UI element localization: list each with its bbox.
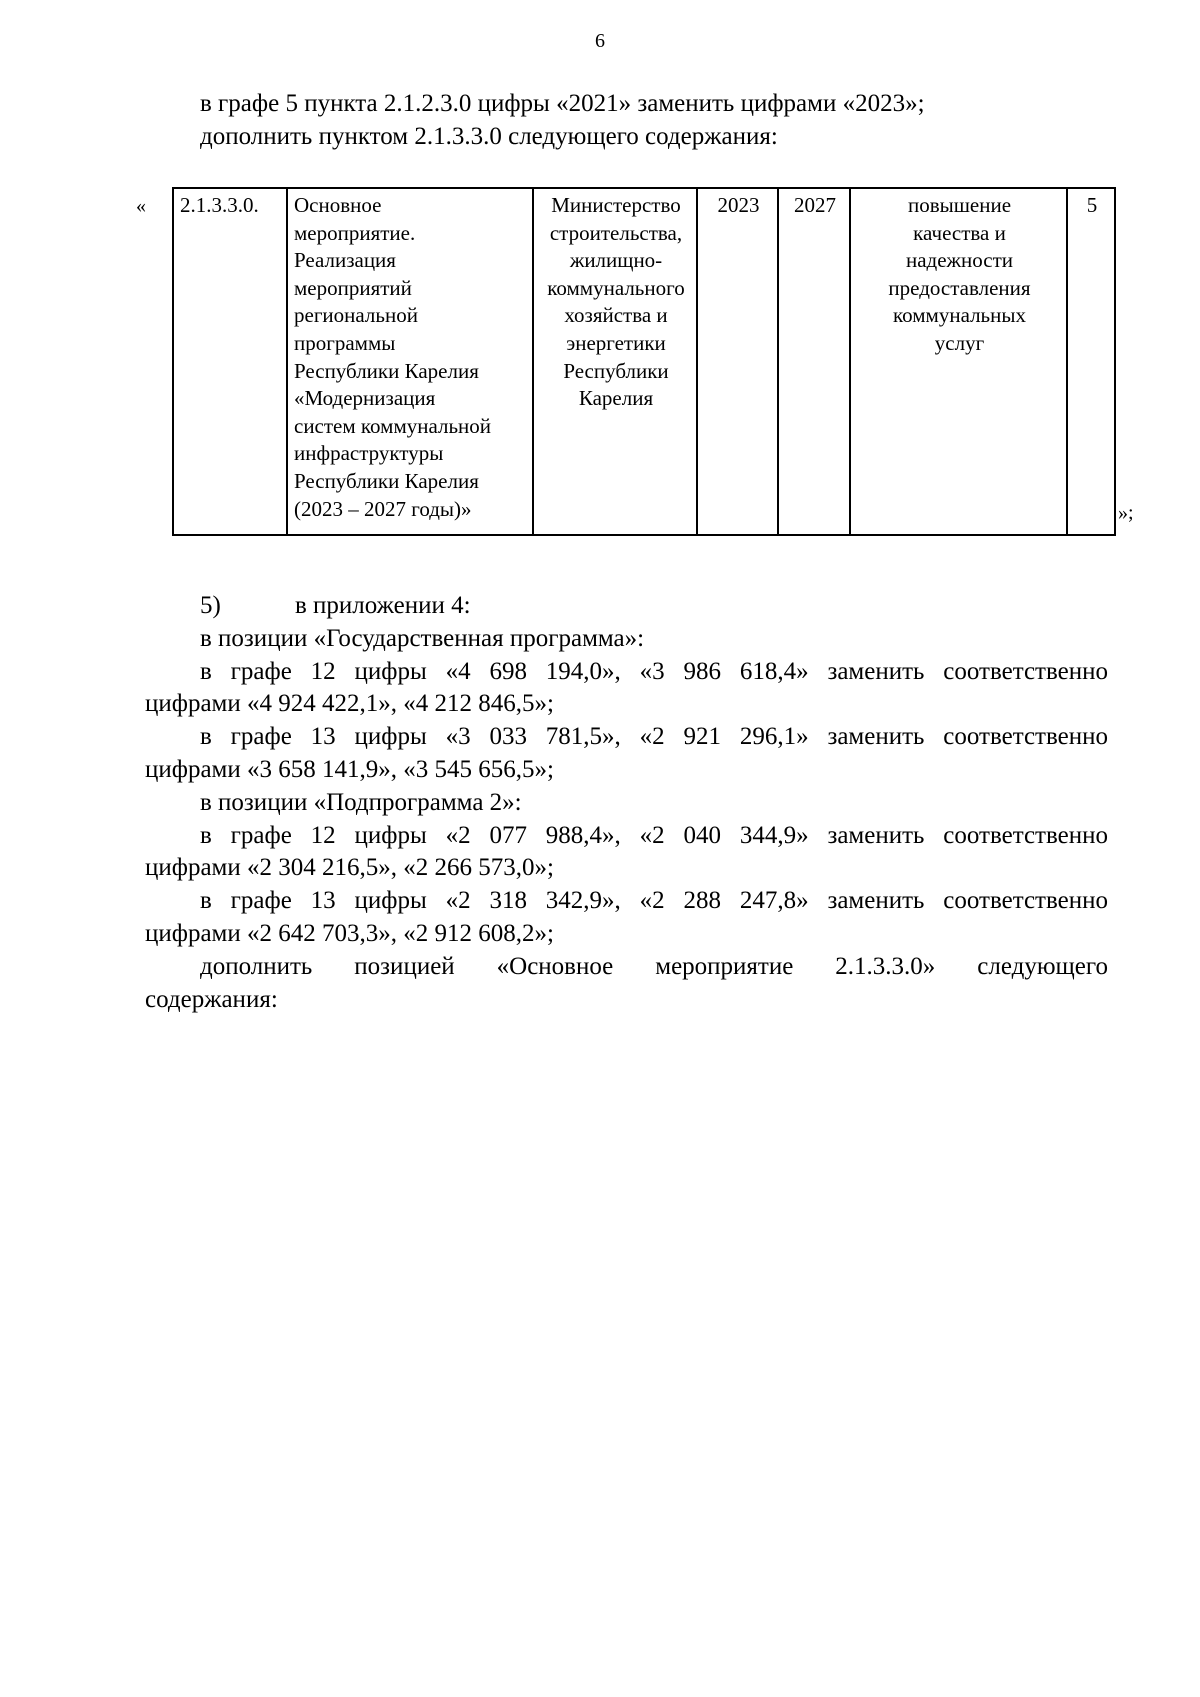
name-line: «Модернизация xyxy=(294,386,436,411)
name-line: систем коммунальной xyxy=(294,413,492,438)
executor-line: строительства, xyxy=(549,220,683,245)
paragraph: дополнить позицией «Основное мероприятие 2.1.3.3.0» следующего xyxy=(200,952,1108,980)
paragraph: в графе 12 цифры «2 077 988,4», «2 040 344,9» заменить соответственно xyxy=(200,821,1108,849)
executor-line: хозяйства и xyxy=(564,303,668,328)
section-title: в приложении 4: xyxy=(295,592,471,619)
executor-line: Республики xyxy=(563,358,669,383)
cell-start-year: 2023 xyxy=(697,188,778,535)
name-line: программы xyxy=(294,330,396,355)
paragraph-continuation: содержания: xyxy=(145,985,278,1013)
name-line: Реализация xyxy=(294,248,396,273)
section-5-body xyxy=(145,590,1108,1016)
executor-line: энергетики xyxy=(566,330,666,355)
cell-name xyxy=(287,188,533,535)
cell-end-year: 2027 xyxy=(778,188,850,535)
paragraph-continuation: цифрами «2 304 216,5», «2 266 573,0»; xyxy=(145,854,554,882)
paragraph: в графе 12 цифры «4 698 194,0», «3 986 618,4» заменить соответственно xyxy=(200,657,1108,685)
name-line: Республики Карелия xyxy=(294,358,479,383)
cell-code: 2.1.3.3.0. xyxy=(173,188,287,535)
name-line: Основное xyxy=(294,193,382,217)
cell-executor xyxy=(533,188,697,535)
table-open-quote: « xyxy=(136,195,146,217)
result-line: качества и xyxy=(913,220,1006,245)
executor-line: коммунального xyxy=(547,275,685,300)
executor-line: Карелия xyxy=(578,386,654,411)
result-line: услуг xyxy=(934,330,985,355)
name-line: (2023 – 2027 годы)» xyxy=(294,496,472,521)
cell-indicator: 5 xyxy=(1067,188,1115,535)
inserted-row-table xyxy=(172,187,1116,536)
cell-result xyxy=(850,188,1067,535)
section-number: 5) xyxy=(200,592,221,619)
name-line: Республики Карелия xyxy=(294,468,479,493)
intro-line-2: дополнить пунктом 2.1.3.3.0 следующего содержания: xyxy=(200,123,778,150)
result-line: надежности xyxy=(905,248,1014,273)
intro-line-1: в графе 5 пункта 2.1.2.3.0 цифры «2021» заменить цифрами «2023»; xyxy=(200,90,925,117)
paragraph: в графе 13 цифры «2 318 342,9», «2 288 247,8» заменить соответственно xyxy=(200,887,1108,915)
table-row xyxy=(173,188,1115,535)
name-line: инфраструктуры xyxy=(294,441,444,466)
paragraph-continuation: цифрами «2 642 703,3», «2 912 608,2»; xyxy=(145,919,554,947)
result-line: предоставления xyxy=(888,275,1031,300)
paragraph: в графе 13 цифры «3 033 781,5», «2 921 296,1» заменить соответственно xyxy=(200,723,1108,751)
result-line: повышение xyxy=(907,193,1012,217)
page-number: 6 xyxy=(595,30,605,52)
paragraph-continuation: цифрами «4 924 422,1», «4 212 846,5»; xyxy=(145,690,554,718)
paragraph: в позиции «Государственная программа»: xyxy=(200,624,645,652)
section-heading xyxy=(145,590,1108,623)
executor-line: Министерство xyxy=(551,193,681,217)
executor-line: жилищно- xyxy=(569,248,663,273)
result-line: коммунальных xyxy=(893,303,1026,328)
intro-block xyxy=(200,87,925,153)
name-line: региональной xyxy=(294,303,418,328)
name-line: мероприятие. xyxy=(294,220,416,245)
table-close-quote: »; xyxy=(1118,502,1134,524)
paragraph-continuation: цифрами «3 658 141,9», «3 545 656,5»; xyxy=(145,755,554,783)
paragraph: в позиции «Подпрограмма 2»: xyxy=(200,788,522,816)
name-line: мероприятий xyxy=(294,275,412,300)
